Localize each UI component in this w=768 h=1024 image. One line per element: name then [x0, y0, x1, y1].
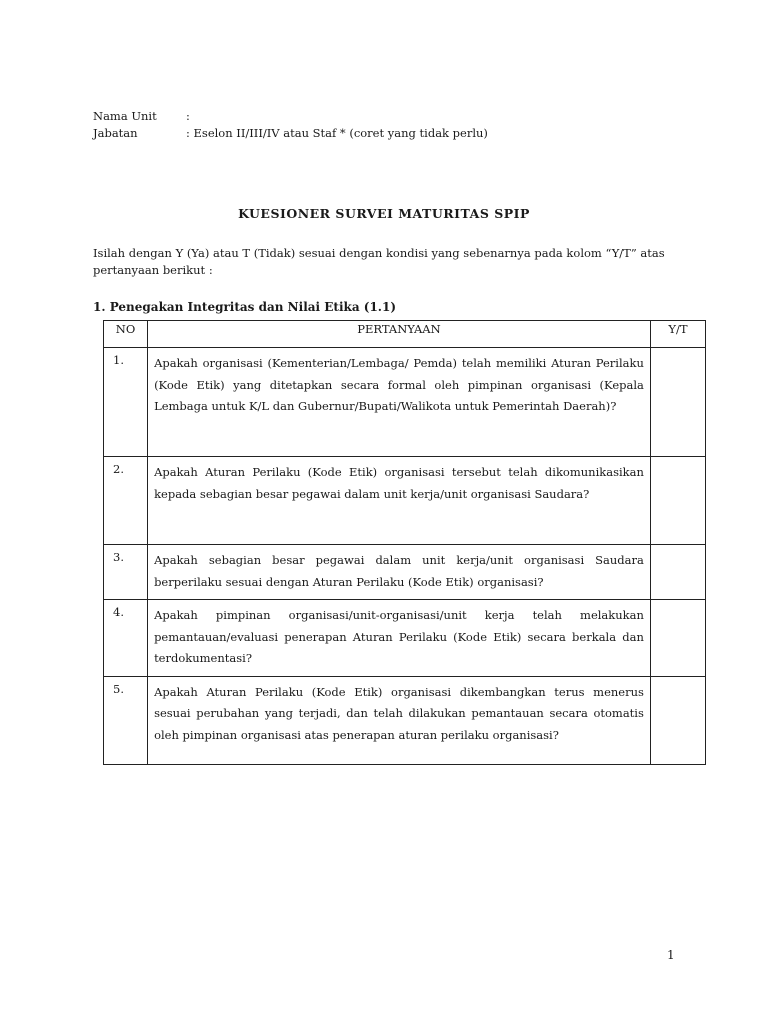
unit-label: Nama Unit: [93, 109, 157, 123]
question-text: Apakah pimpinan organisasi/unit-organisasi/unit kerja telah melakukan pemantauan/evaluasi penerapan Aturan Perilaku (Kode Etik) secara berkala dan terdokumentasi?: [148, 600, 651, 677]
questionnaire-table: [103, 320, 706, 765]
column-header-answer: Y/T: [650, 321, 705, 348]
section-heading: 1. Penegakan Integritas dan Nilai Etika (1.1): [93, 300, 397, 314]
table-row: [104, 600, 706, 677]
answer-cell[interactable]: [650, 545, 705, 600]
position-value: : Eselon II/III/IV atau Staf * (coret yang tidak perlu): [186, 126, 488, 140]
question-text: Apakah sebagian besar pegawai dalam unit kerja/unit organisasi Saudara berperilaku sesuai dengan Aturan Perilaku (Kode Etik) organisasi?: [148, 545, 651, 600]
table-row: [104, 348, 706, 457]
answer-cell[interactable]: [650, 600, 705, 677]
column-header-no: NO: [104, 321, 148, 348]
document-title: KUESIONER SURVEI MATURITAS SPIP: [238, 206, 530, 221]
table-row: [104, 457, 706, 545]
question-text: Apakah Aturan Perilaku (Kode Etik) organisasi dikembangkan terus menerus sesuai perubahan yang terjadi, dan telah dilakukan pemantauan secara otomatis oleh pimpinan organisasi atas penerapan aturan perilaku organisasi?: [148, 676, 651, 764]
question-text: Apakah Aturan Perilaku (Kode Etik) organisasi tersebut telah dikomunikasikan kepada sebagian besar pegawai dalam unit kerja/unit organisasi Saudara?: [148, 457, 651, 545]
unit-row: [93, 108, 488, 125]
instructions: Isilah dengan Y (Ya) atau T (Tidak) sesuai dengan kondisi yang sebenarnya pada kolom “Y/T” atas pertanyaan berikut :: [93, 246, 665, 277]
table-header-row: [104, 321, 706, 348]
question-number: 1.: [104, 348, 148, 457]
answer-cell[interactable]: [650, 348, 705, 457]
page-number: 1: [667, 948, 675, 962]
table-row: [104, 676, 706, 764]
question-number: 5.: [104, 676, 148, 764]
answer-cell[interactable]: [650, 457, 705, 545]
question-number: 3.: [104, 545, 148, 600]
respondent-info: [93, 108, 488, 142]
question-text: Apakah organisasi (Kementerian/Lembaga/ Pemda) telah memiliki Aturan Perilaku (Kode Etik) yang ditetapkan secara formal oleh pimpinan organisasi (Kepala Lembaga untuk K/L dan Gubernur/Bupati/Walikota untuk Pemerintah Daerah)?: [148, 348, 651, 457]
position-row: [93, 125, 488, 142]
unit-value: :: [186, 109, 190, 123]
question-number: 2.: [104, 457, 148, 545]
table-row: [104, 545, 706, 600]
answer-cell[interactable]: [650, 676, 705, 764]
question-number: 4.: [104, 600, 148, 677]
position-label: Jabatan: [93, 126, 138, 140]
column-header-question: PERTANYAAN: [148, 321, 651, 348]
